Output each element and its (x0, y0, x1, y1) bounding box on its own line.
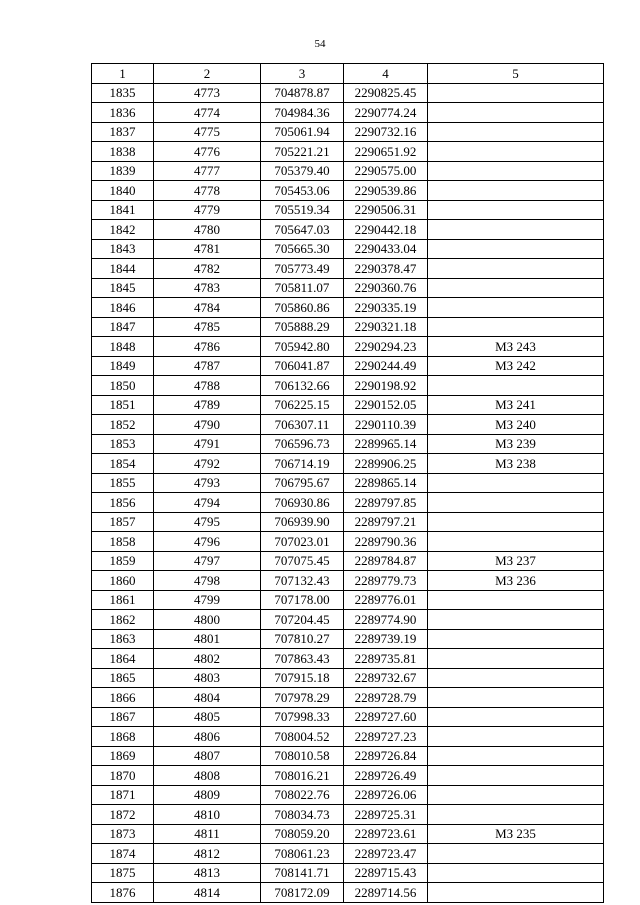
point-number-cell: 4801 (154, 629, 261, 649)
point-number-cell: 4776 (154, 142, 261, 162)
row-number-cell: 1836 (92, 103, 154, 123)
table-row (92, 785, 604, 805)
point-number-cell: 4797 (154, 551, 261, 571)
row-number-cell: 1855 (92, 473, 154, 493)
table-row (92, 473, 604, 493)
point-number-cell: 4789 (154, 395, 261, 415)
x-coordinate-cell: 705888.29 (261, 317, 344, 337)
point-number-cell: 4812 (154, 844, 261, 864)
table-row (92, 103, 604, 123)
table-row (92, 376, 604, 396)
x-coordinate-cell: 706132.66 (261, 376, 344, 396)
note-cell: МЗ 238 (428, 454, 604, 474)
row-number-cell: 1859 (92, 551, 154, 571)
x-coordinate-cell: 708004.52 (261, 727, 344, 747)
y-coordinate-cell: 2289723.47 (344, 844, 428, 864)
note-cell (428, 317, 604, 337)
note-cell (428, 493, 604, 513)
table-row (92, 688, 604, 708)
x-coordinate-cell: 708059.20 (261, 824, 344, 844)
note-cell (428, 220, 604, 240)
column-header-3: 3 (261, 64, 344, 84)
row-number-cell: 1860 (92, 571, 154, 591)
table-row (92, 239, 604, 259)
table-row (92, 356, 604, 376)
x-coordinate-cell: 708172.09 (261, 883, 344, 903)
table-row (92, 571, 604, 591)
point-number-cell: 4793 (154, 473, 261, 493)
table-row (92, 434, 604, 454)
y-coordinate-cell: 2290774.24 (344, 103, 428, 123)
x-coordinate-cell: 707204.45 (261, 610, 344, 630)
row-number-cell: 1841 (92, 200, 154, 220)
row-number-cell: 1872 (92, 805, 154, 825)
table-row (92, 727, 604, 747)
note-cell (428, 142, 604, 162)
note-cell (428, 83, 604, 103)
note-cell (428, 298, 604, 318)
row-number-cell: 1842 (92, 220, 154, 240)
note-cell (428, 376, 604, 396)
table-row (92, 122, 604, 142)
table-row (92, 278, 604, 298)
table-row (92, 551, 604, 571)
note-cell (428, 590, 604, 610)
table-header-row (92, 64, 604, 84)
x-coordinate-cell: 706714.19 (261, 454, 344, 474)
table-row (92, 766, 604, 786)
point-number-cell: 4775 (154, 122, 261, 142)
y-coordinate-cell: 2289732.67 (344, 668, 428, 688)
point-number-cell: 4795 (154, 512, 261, 532)
row-number-cell: 1866 (92, 688, 154, 708)
y-coordinate-cell: 2289715.43 (344, 863, 428, 883)
point-number-cell: 4786 (154, 337, 261, 357)
x-coordinate-cell: 708010.58 (261, 746, 344, 766)
note-cell (428, 805, 604, 825)
note-cell (428, 629, 604, 649)
row-number-cell: 1876 (92, 883, 154, 903)
table-row (92, 337, 604, 357)
x-coordinate-cell: 706939.90 (261, 512, 344, 532)
table-row (92, 298, 604, 318)
table-row (92, 707, 604, 727)
table-row (92, 395, 604, 415)
note-cell (428, 766, 604, 786)
point-number-cell: 4794 (154, 493, 261, 513)
table-row (92, 844, 604, 864)
table-row (92, 805, 604, 825)
note-cell: МЗ 237 (428, 551, 604, 571)
table-row (92, 181, 604, 201)
x-coordinate-cell: 705221.21 (261, 142, 344, 162)
x-coordinate-cell: 708022.76 (261, 785, 344, 805)
row-number-cell: 1850 (92, 376, 154, 396)
table-row (92, 863, 604, 883)
y-coordinate-cell: 2289714.56 (344, 883, 428, 903)
row-number-cell: 1875 (92, 863, 154, 883)
x-coordinate-cell: 706795.67 (261, 473, 344, 493)
y-coordinate-cell: 2289725.31 (344, 805, 428, 825)
y-coordinate-cell: 2289726.06 (344, 785, 428, 805)
row-number-cell: 1839 (92, 161, 154, 181)
point-number-cell: 4805 (154, 707, 261, 727)
table-row (92, 649, 604, 669)
row-number-cell: 1852 (92, 415, 154, 435)
point-number-cell: 4773 (154, 83, 261, 103)
table-row (92, 629, 604, 649)
x-coordinate-cell: 706307.11 (261, 415, 344, 435)
note-cell (428, 181, 604, 201)
note-cell (428, 122, 604, 142)
row-number-cell: 1874 (92, 844, 154, 864)
x-coordinate-cell: 707915.18 (261, 668, 344, 688)
y-coordinate-cell: 2290360.76 (344, 278, 428, 298)
x-coordinate-cell: 707023.01 (261, 532, 344, 552)
row-number-cell: 1856 (92, 493, 154, 513)
x-coordinate-cell: 705811.07 (261, 278, 344, 298)
y-coordinate-cell: 2289797.21 (344, 512, 428, 532)
x-coordinate-cell: 704878.87 (261, 83, 344, 103)
note-cell (428, 746, 604, 766)
row-number-cell: 1835 (92, 83, 154, 103)
note-cell (428, 103, 604, 123)
note-cell (428, 200, 604, 220)
y-coordinate-cell: 2290378.47 (344, 259, 428, 279)
column-header-4: 4 (344, 64, 428, 84)
row-number-cell: 1863 (92, 629, 154, 649)
point-number-cell: 4788 (154, 376, 261, 396)
note-cell (428, 649, 604, 669)
table-row (92, 220, 604, 240)
point-number-cell: 4791 (154, 434, 261, 454)
y-coordinate-cell: 2289965.14 (344, 434, 428, 454)
x-coordinate-cell: 705665.30 (261, 239, 344, 259)
x-coordinate-cell: 707178.00 (261, 590, 344, 610)
table-row (92, 83, 604, 103)
x-coordinate-cell: 705519.34 (261, 200, 344, 220)
y-coordinate-cell: 2289906.25 (344, 454, 428, 474)
y-coordinate-cell: 2290110.39 (344, 415, 428, 435)
point-number-cell: 4781 (154, 239, 261, 259)
row-number-cell: 1862 (92, 610, 154, 630)
point-number-cell: 4809 (154, 785, 261, 805)
table-body (92, 83, 604, 902)
y-coordinate-cell: 2289784.87 (344, 551, 428, 571)
point-number-cell: 4799 (154, 590, 261, 610)
x-coordinate-cell: 707998.33 (261, 707, 344, 727)
note-cell (428, 512, 604, 532)
x-coordinate-cell: 707132.43 (261, 571, 344, 591)
x-coordinate-cell: 706596.73 (261, 434, 344, 454)
point-number-cell: 4798 (154, 571, 261, 591)
y-coordinate-cell: 2290442.18 (344, 220, 428, 240)
row-number-cell: 1857 (92, 512, 154, 532)
row-number-cell: 1849 (92, 356, 154, 376)
row-number-cell: 1865 (92, 668, 154, 688)
x-coordinate-cell: 707075.45 (261, 551, 344, 571)
point-number-cell: 4803 (154, 668, 261, 688)
x-coordinate-cell: 706930.86 (261, 493, 344, 513)
y-coordinate-cell: 2289865.14 (344, 473, 428, 493)
table-row (92, 883, 604, 903)
point-number-cell: 4808 (154, 766, 261, 786)
point-number-cell: 4810 (154, 805, 261, 825)
x-coordinate-cell: 707978.29 (261, 688, 344, 708)
table-row (92, 668, 604, 688)
x-coordinate-cell: 707810.27 (261, 629, 344, 649)
table-row (92, 259, 604, 279)
x-coordinate-cell: 705061.94 (261, 122, 344, 142)
y-coordinate-cell: 2289726.49 (344, 766, 428, 786)
table-row (92, 454, 604, 474)
point-number-cell: 4796 (154, 532, 261, 552)
point-number-cell: 4800 (154, 610, 261, 630)
point-number-cell: 4813 (154, 863, 261, 883)
point-number-cell: 4802 (154, 649, 261, 669)
note-cell (428, 863, 604, 883)
note-cell (428, 883, 604, 903)
note-cell (428, 707, 604, 727)
x-coordinate-cell: 705773.49 (261, 259, 344, 279)
row-number-cell: 1847 (92, 317, 154, 337)
x-coordinate-cell: 705379.40 (261, 161, 344, 181)
x-coordinate-cell: 708141.71 (261, 863, 344, 883)
row-number-cell: 1873 (92, 824, 154, 844)
y-coordinate-cell: 2290651.92 (344, 142, 428, 162)
x-coordinate-cell: 706041.87 (261, 356, 344, 376)
note-cell (428, 532, 604, 552)
point-number-cell: 4787 (154, 356, 261, 376)
row-number-cell: 1844 (92, 259, 154, 279)
y-coordinate-cell: 2289776.01 (344, 590, 428, 610)
note-cell: МЗ 240 (428, 415, 604, 435)
note-cell (428, 727, 604, 747)
column-header-1: 1 (92, 64, 154, 84)
y-coordinate-cell: 2290335.19 (344, 298, 428, 318)
page-number: 54 (314, 38, 326, 50)
y-coordinate-cell: 2289727.60 (344, 707, 428, 727)
y-coordinate-cell: 2289728.79 (344, 688, 428, 708)
x-coordinate-cell: 704984.36 (261, 103, 344, 123)
x-coordinate-cell: 708034.73 (261, 805, 344, 825)
y-coordinate-cell: 2289790.36 (344, 532, 428, 552)
table-row (92, 610, 604, 630)
table-row (92, 493, 604, 513)
table-row (92, 746, 604, 766)
point-number-cell: 4778 (154, 181, 261, 201)
point-number-cell: 4785 (154, 317, 261, 337)
note-cell: МЗ 236 (428, 571, 604, 591)
point-number-cell: 4783 (154, 278, 261, 298)
point-number-cell: 4774 (154, 103, 261, 123)
x-coordinate-cell: 707863.43 (261, 649, 344, 669)
y-coordinate-cell: 2290732.16 (344, 122, 428, 142)
row-number-cell: 1848 (92, 337, 154, 357)
row-number-cell: 1845 (92, 278, 154, 298)
point-number-cell: 4811 (154, 824, 261, 844)
x-coordinate-cell: 705647.03 (261, 220, 344, 240)
point-number-cell: 4807 (154, 746, 261, 766)
row-number-cell: 1858 (92, 532, 154, 552)
coordinates-table (91, 63, 604, 903)
note-cell: МЗ 235 (428, 824, 604, 844)
y-coordinate-cell: 2290506.31 (344, 200, 428, 220)
note-cell (428, 668, 604, 688)
row-number-cell: 1871 (92, 785, 154, 805)
note-cell: МЗ 239 (428, 434, 604, 454)
point-number-cell: 4792 (154, 454, 261, 474)
row-number-cell: 1867 (92, 707, 154, 727)
row-number-cell: 1837 (92, 122, 154, 142)
x-coordinate-cell: 706225.15 (261, 395, 344, 415)
note-cell (428, 161, 604, 181)
table-row (92, 142, 604, 162)
x-coordinate-cell: 705942.80 (261, 337, 344, 357)
point-number-cell: 4782 (154, 259, 261, 279)
y-coordinate-cell: 2290198.92 (344, 376, 428, 396)
row-number-cell: 1853 (92, 434, 154, 454)
y-coordinate-cell: 2290152.05 (344, 395, 428, 415)
column-header-2: 2 (154, 64, 261, 84)
x-coordinate-cell: 708061.23 (261, 844, 344, 864)
table-row (92, 317, 604, 337)
note-cell: МЗ 241 (428, 395, 604, 415)
y-coordinate-cell: 2289774.90 (344, 610, 428, 630)
row-number-cell: 1846 (92, 298, 154, 318)
row-number-cell: 1861 (92, 590, 154, 610)
point-number-cell: 4814 (154, 883, 261, 903)
table-row (92, 161, 604, 181)
note-cell (428, 259, 604, 279)
y-coordinate-cell: 2290433.04 (344, 239, 428, 259)
table-row (92, 590, 604, 610)
point-number-cell: 4780 (154, 220, 261, 240)
x-coordinate-cell: 708016.21 (261, 766, 344, 786)
y-coordinate-cell: 2290575.00 (344, 161, 428, 181)
note-cell (428, 610, 604, 630)
note-cell (428, 844, 604, 864)
note-cell: МЗ 243 (428, 337, 604, 357)
point-number-cell: 4784 (154, 298, 261, 318)
row-number-cell: 1840 (92, 181, 154, 201)
row-number-cell: 1864 (92, 649, 154, 669)
table-row (92, 532, 604, 552)
note-cell (428, 688, 604, 708)
y-coordinate-cell: 2289779.73 (344, 571, 428, 591)
table-row (92, 200, 604, 220)
x-coordinate-cell: 705453.06 (261, 181, 344, 201)
y-coordinate-cell: 2289735.81 (344, 649, 428, 669)
note-cell: МЗ 242 (428, 356, 604, 376)
point-number-cell: 4806 (154, 727, 261, 747)
y-coordinate-cell: 2289723.61 (344, 824, 428, 844)
y-coordinate-cell: 2289726.84 (344, 746, 428, 766)
row-number-cell: 1843 (92, 239, 154, 259)
y-coordinate-cell: 2289797.85 (344, 493, 428, 513)
row-number-cell: 1851 (92, 395, 154, 415)
row-number-cell: 1870 (92, 766, 154, 786)
table-row (92, 512, 604, 532)
y-coordinate-cell: 2290825.45 (344, 83, 428, 103)
x-coordinate-cell: 705860.86 (261, 298, 344, 318)
table-row (92, 415, 604, 435)
y-coordinate-cell: 2290244.49 (344, 356, 428, 376)
row-number-cell: 1869 (92, 746, 154, 766)
note-cell (428, 473, 604, 493)
note-cell (428, 239, 604, 259)
note-cell (428, 278, 604, 298)
point-number-cell: 4779 (154, 200, 261, 220)
point-number-cell: 4804 (154, 688, 261, 708)
row-number-cell: 1868 (92, 727, 154, 747)
note-cell (428, 785, 604, 805)
y-coordinate-cell: 2289727.23 (344, 727, 428, 747)
y-coordinate-cell: 2289739.19 (344, 629, 428, 649)
point-number-cell: 4777 (154, 161, 261, 181)
table-row (92, 824, 604, 844)
row-number-cell: 1854 (92, 454, 154, 474)
y-coordinate-cell: 2290294.23 (344, 337, 428, 357)
y-coordinate-cell: 2290539.86 (344, 181, 428, 201)
row-number-cell: 1838 (92, 142, 154, 162)
y-coordinate-cell: 2290321.18 (344, 317, 428, 337)
column-header-5: 5 (428, 64, 604, 84)
point-number-cell: 4790 (154, 415, 261, 435)
